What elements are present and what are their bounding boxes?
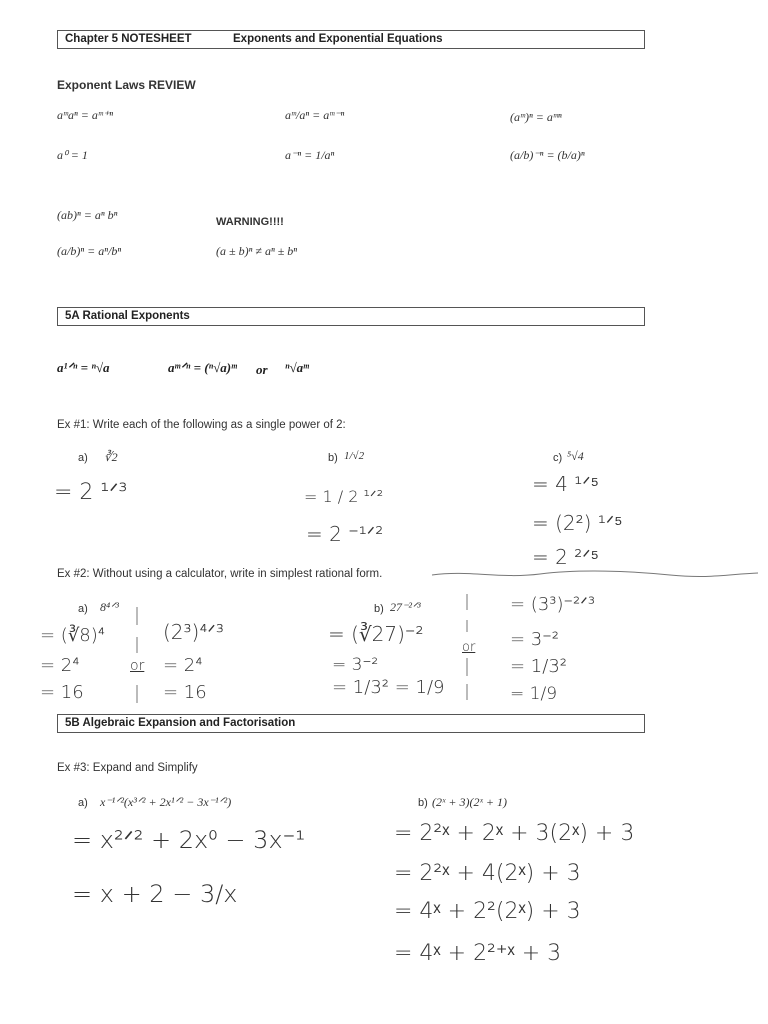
ex3-a-expr: x⁻¹ᐟ²(x³ᐟ² + 2x¹ᐟ² − 3x⁻¹ᐟ²) — [100, 795, 232, 809]
ex2-prompt: Ex #2: Without using a calculator, write in simplest rational form. — [57, 568, 383, 580]
ex3-b-work-4: = 4ˣ + 2²⁺ˣ + 3 — [394, 941, 562, 966]
ex2-a-work-left-2: = 2⁴ — [40, 655, 80, 676]
ex2-b-work-right-3: = 1/3² — [510, 656, 567, 677]
ex2-a-expr: 8⁴ᐟ³ — [100, 600, 119, 614]
ex2-a-work-left-1: = (∛8)⁴ — [40, 625, 105, 646]
ex2-b-work-right-2: = 3⁻² — [510, 629, 559, 650]
law-power: (aᵐ)ⁿ = aᵐⁿ — [510, 110, 562, 124]
law-product: aᵐaⁿ = aᵐ⁺ⁿ — [57, 108, 113, 122]
rational-formula-1: a¹ᐟⁿ = ⁿ√a — [57, 360, 110, 375]
ex1-c-expr: ⁵√4 — [567, 449, 584, 463]
ex2-b-label: b) — [374, 603, 384, 615]
header-box — [57, 30, 645, 49]
ex1-c-work-2: = (2²) ¹ᐟ⁵ — [532, 511, 623, 535]
law-product-power: (ab)ⁿ = aⁿ bⁿ — [57, 208, 118, 222]
ex1-c-work-1: = 4 ¹ᐟ⁵ — [532, 472, 599, 496]
ex2-b-work-left-1: = (∛27)⁻² — [328, 622, 424, 646]
warning-formula: (a ± b)ⁿ ≠ aⁿ ± bⁿ — [216, 244, 298, 258]
ex3-a-work-1: = x²ᐟ² + 2x⁰ − 3x⁻¹ — [72, 826, 305, 854]
ex2-a-or: or — [130, 658, 145, 674]
ex2-a-work-right-1: (2³)⁴ᐟ³ — [163, 620, 224, 644]
ex2-b-or: or — [462, 640, 476, 655]
ex3-a-work-2: = x + 2 − 3/x — [72, 880, 238, 908]
ex2-a-label: a) — [78, 603, 88, 615]
section-5a-heading: 5A Rational Exponents — [65, 310, 190, 322]
rational-or: or — [256, 362, 268, 377]
ex3-b-expr: (2ˣ + 3)(2ˣ + 1) — [432, 795, 507, 809]
page-title: Exponents and Exponential Equations — [233, 33, 443, 45]
ex3-a-label: a) — [78, 797, 88, 809]
law-quotient: aᵐ/aⁿ = aᵐ⁻ⁿ — [285, 108, 345, 122]
warning-label: WARNING!!!! — [216, 216, 284, 228]
section-5a-box — [57, 307, 645, 326]
ex1-b-work-2: = 2 ⁻¹ᐟ² — [306, 522, 384, 546]
ex2-a-work-right-2: = 2⁴ — [163, 655, 203, 676]
ex1-b-label: b) — [328, 452, 338, 464]
ex2-b-work-left-2: = 3⁻² — [332, 655, 379, 675]
ex1-a-label: a) — [78, 452, 88, 464]
ex3-prompt: Ex #3: Expand and Simplify — [57, 762, 198, 774]
chapter-title: Chapter 5 NOTESHEET — [65, 33, 192, 45]
ex1-prompt: Ex #1: Write each of the following as a single power of 2: — [57, 419, 346, 431]
law-negative-fraction: (a/b)⁻ⁿ = (b/a)ⁿ — [510, 148, 585, 162]
ex2-b-work-right-4: = 1/9 — [510, 684, 558, 704]
ex2-b-divider — [464, 592, 470, 702]
law-zero: a⁰ = 1 — [57, 148, 88, 162]
ex2-a-work-right-3: = 16 — [163, 682, 207, 703]
ex2-b-work-left-3: = 1/3² = 1/9 — [332, 677, 445, 698]
ex3-b-work-2: = 2²ˣ + 4(2ˣ) + 3 — [394, 861, 581, 886]
section-5b-heading: 5B Algebraic Expansion and Factorisation — [65, 717, 296, 729]
section-5b-box — [57, 714, 645, 733]
ex3-b-label: b) — [418, 797, 428, 809]
laws-heading: Exponent Laws REVIEW — [57, 78, 196, 92]
rational-formula-2: aᵐᐟⁿ = (ⁿ√a)ᵐ — [168, 360, 237, 375]
ex1-a-expr: ∛2 — [104, 450, 118, 464]
rational-formula-3: ⁿ√aᵐ — [285, 360, 310, 375]
law-negative: a⁻ⁿ = 1/aⁿ — [285, 148, 335, 162]
ex1-b-work-1: = 1 / 2 ¹ᐟ² — [304, 487, 384, 506]
ex2-scribble-line — [430, 568, 760, 582]
ex2-a-work-left-3: = 16 — [40, 682, 84, 703]
ex2-b-expr: 27⁻²ᐟ³ — [390, 600, 421, 614]
ex1-c-label: c) — [553, 452, 563, 464]
ex1-a-work-1: = 2 ¹ᐟ³ — [54, 480, 128, 505]
ex2-b-work-right-1: = (3³)⁻²ᐟ³ — [510, 594, 596, 615]
ex3-b-work-3: = 4ˣ + 2²(2ˣ) + 3 — [394, 899, 581, 924]
ex1-c-work-3: = 2 ²ᐟ⁵ — [532, 545, 599, 569]
ex3-b-work-1: = 2²ˣ + 2ˣ + 3(2ˣ) + 3 — [394, 821, 635, 846]
ex1-b-expr: 1/√2 — [344, 450, 365, 462]
ex2-a-divider — [134, 605, 140, 705]
law-fraction-power: (a/b)ⁿ = aⁿ/bⁿ — [57, 244, 122, 258]
